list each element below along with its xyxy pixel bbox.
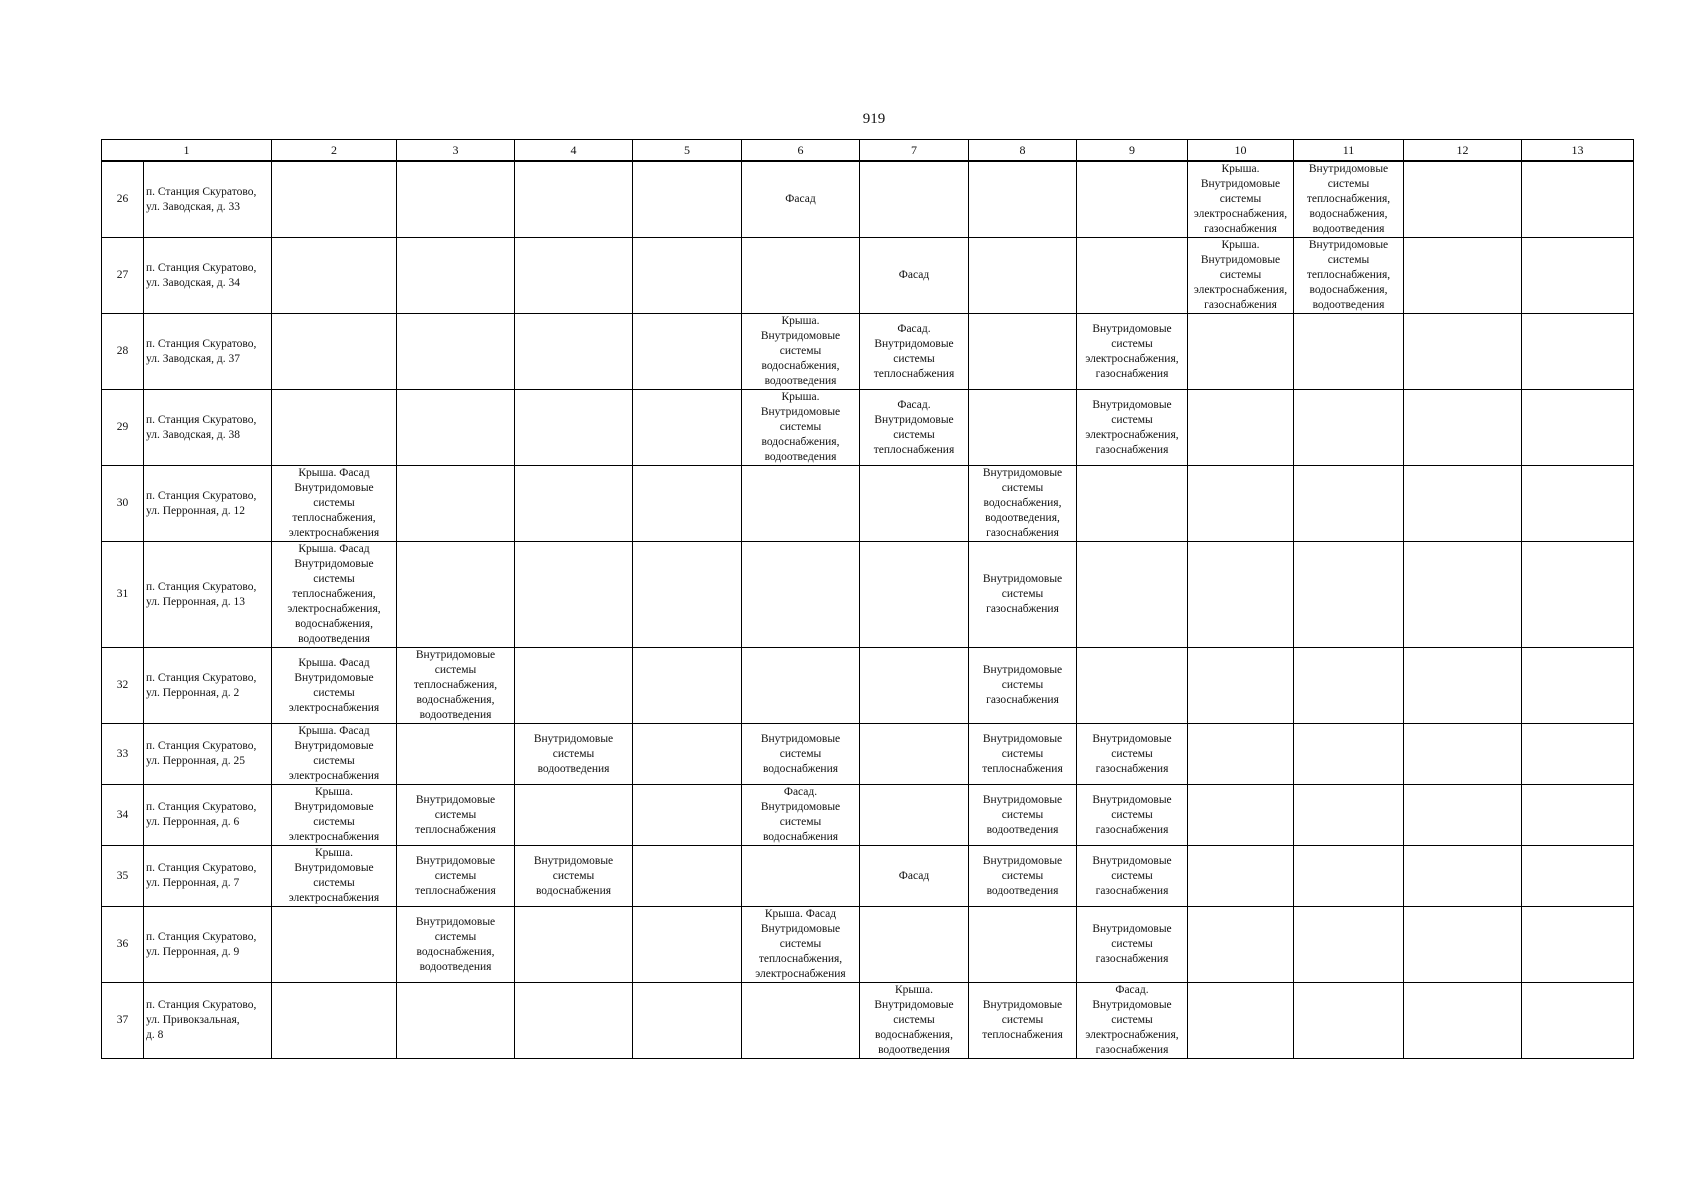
- work-cell-col-6: [742, 238, 860, 314]
- work-text: Внутридомовые системы водоснабжения: [533, 854, 614, 897]
- table-row: [102, 846, 1634, 907]
- work-cell-col-4: [515, 846, 633, 907]
- row-number: 31: [102, 542, 144, 648]
- column-header-11: 11: [1294, 140, 1404, 162]
- work-cell-col-13: [1522, 846, 1634, 907]
- work-cell-col-12: [1404, 983, 1522, 1059]
- work-cell-col-7: [860, 846, 969, 907]
- work-cell-col-13: [1522, 648, 1634, 724]
- work-cell-col-12: [1404, 161, 1522, 238]
- work-cell-col-7: [860, 466, 969, 542]
- address-cell: [144, 466, 272, 542]
- work-cell-col-11: [1294, 648, 1404, 724]
- work-cell-col-2: [272, 785, 397, 846]
- work-text: Внутридомовые системы газоснабжения: [1092, 923, 1172, 965]
- work-cell-col-6: [742, 983, 860, 1059]
- column-header-9: 9: [1077, 140, 1188, 162]
- work-cell-col-12: [1404, 907, 1522, 983]
- work-cell-col-10: [1188, 648, 1294, 724]
- work-cell-col-10: [1188, 846, 1294, 907]
- work-cell-col-7: [860, 983, 969, 1059]
- table-row: [102, 907, 1634, 983]
- work-text: Крыша. Внутридомовые системы электроснабжения, газоснабжения: [1193, 239, 1288, 311]
- work-cell-col-2: [272, 390, 397, 466]
- row-number: 32: [102, 648, 144, 724]
- column-header-2: 2: [272, 140, 397, 162]
- work-cell-col-11: [1294, 724, 1404, 785]
- work-cell-col-7: [860, 314, 969, 390]
- work-cell-col-6: [742, 390, 860, 466]
- work-cell-col-8: [969, 161, 1077, 238]
- work-cell-col-3: [397, 314, 515, 390]
- address-cell: [144, 314, 272, 390]
- work-cell-col-10: [1188, 466, 1294, 542]
- work-cell-col-7: [860, 238, 969, 314]
- page-number: 919: [862, 111, 886, 127]
- work-cell-col-4: [515, 466, 633, 542]
- work-cell-col-8: [969, 314, 1077, 390]
- work-cell-col-2: [272, 983, 397, 1059]
- work-cell-col-5: [633, 907, 742, 983]
- work-cell-col-12: [1404, 785, 1522, 846]
- work-cell-col-6: [742, 314, 860, 390]
- work-cell-col-3: [397, 648, 515, 724]
- work-cell-col-2: [272, 846, 397, 907]
- work-text: Крыша. Внутридомовые системы водоснабжения, водоотведения: [760, 391, 841, 463]
- work-text: Внутридомовые системы теплоснабжения: [415, 793, 496, 836]
- column-header-4: 4: [515, 140, 633, 162]
- column-header-13: 13: [1522, 140, 1634, 162]
- work-cell-col-9: [1077, 314, 1188, 390]
- work-cell-col-8: [969, 983, 1077, 1059]
- work-text: Фасад. Внутридомовые системы электроснабжения, газоснабжения: [1085, 984, 1179, 1056]
- work-cell-col-6: [742, 907, 860, 983]
- work-cell-col-5: [633, 542, 742, 648]
- work-text: Внутридомовые системы теплоснабжения: [415, 854, 496, 897]
- work-cell-col-6: [742, 846, 860, 907]
- work-cell-col-11: [1294, 983, 1404, 1059]
- row-number: 27: [102, 238, 144, 314]
- row-number: 37: [102, 983, 144, 1059]
- work-cell-col-9: [1077, 907, 1188, 983]
- work-text: Внутридомовые системы теплоснабжения: [982, 999, 1063, 1041]
- work-cell-col-4: [515, 648, 633, 724]
- work-text: Крыша. Внутридомовые системы водоснабжения, водоотведения: [874, 984, 954, 1056]
- work-text: Внутридомовые системы газоснабжения: [982, 573, 1063, 615]
- work-cell-col-13: [1522, 466, 1634, 542]
- work-text: Крыша. Фасад Внутридомовые системы теплоснабжения, электроснабжения, водоснабжения, водоотведения: [287, 543, 381, 645]
- address-cell: [144, 785, 272, 846]
- address-text: п. Станция Скуратово, ул. Перронная, д. 25: [146, 740, 257, 767]
- work-cell-col-4: [515, 907, 633, 983]
- work-cell-col-10: [1188, 314, 1294, 390]
- work-cell-col-12: [1404, 846, 1522, 907]
- address-cell: [144, 542, 272, 648]
- work-cell-col-4: [515, 314, 633, 390]
- table-row: [102, 785, 1634, 846]
- work-cell-col-13: [1522, 542, 1634, 648]
- table-row: [102, 314, 1634, 390]
- address-text: п. Станция Скуратово, ул. Привокзальная, д. 8: [146, 999, 257, 1041]
- column-header-8: 8: [969, 140, 1077, 162]
- work-text: Фасад. Внутридомовые системы теплоснабжения: [873, 398, 955, 456]
- row-number: 36: [102, 907, 144, 983]
- work-cell-col-12: [1404, 724, 1522, 785]
- work-cell-col-8: [969, 542, 1077, 648]
- work-cell-col-8: [969, 846, 1077, 907]
- work-cell-col-5: [633, 466, 742, 542]
- work-cell-col-11: [1294, 907, 1404, 983]
- work-cell-col-8: [969, 724, 1077, 785]
- work-cell-col-10: [1188, 724, 1294, 785]
- work-text: Внутридомовые системы водоотведения: [533, 732, 614, 775]
- work-cell-col-6: [742, 161, 860, 238]
- work-text: Внутридомовые системы водоснабжения: [760, 732, 841, 775]
- work-cell-col-5: [633, 648, 742, 724]
- work-cell-col-11: [1294, 314, 1404, 390]
- work-cell-col-5: [633, 161, 742, 238]
- work-text: Крыша. Фасад Внутридомовые системы теплоснабжения, электроснабжения: [755, 908, 846, 980]
- work-text: Фасад. Внутридомовые системы теплоснабжения: [873, 322, 955, 380]
- repair-schedule-table: [101, 139, 1634, 1059]
- work-cell-col-7: [860, 785, 969, 846]
- work-cell-col-8: [969, 648, 1077, 724]
- work-cell-col-5: [633, 724, 742, 785]
- work-cell-col-2: [272, 907, 397, 983]
- column-header-5: 5: [633, 140, 742, 162]
- work-cell-col-4: [515, 785, 633, 846]
- address-cell: [144, 238, 272, 314]
- work-cell-col-12: [1404, 390, 1522, 466]
- row-number: 34: [102, 785, 144, 846]
- work-cell-col-3: [397, 161, 515, 238]
- work-cell-col-5: [633, 390, 742, 466]
- work-cell-col-10: [1188, 238, 1294, 314]
- work-cell-col-5: [633, 785, 742, 846]
- work-text: Крыша. Фасад Внутридомовые системы электроснабжения: [288, 725, 380, 782]
- address-text: п. Станция Скуратово, ул. Заводская, д. 37: [146, 337, 257, 365]
- address-text: п. Станция Скуратово, ул. Перронная, д. 12: [146, 489, 257, 517]
- work-cell-col-13: [1522, 907, 1634, 983]
- work-cell-col-6: [742, 648, 860, 724]
- work-cell-col-2: [272, 238, 397, 314]
- work-cell-col-8: [969, 907, 1077, 983]
- work-text: Внутридомовые системы газоснабжения: [982, 664, 1063, 706]
- work-cell-col-4: [515, 542, 633, 648]
- work-text: Внутридомовые системы теплоснабжения: [982, 732, 1063, 775]
- work-cell-col-6: [742, 466, 860, 542]
- work-cell-col-3: [397, 907, 515, 983]
- work-text: Внутридомовые системы газоснабжения: [1092, 732, 1172, 775]
- work-cell-col-10: [1188, 907, 1294, 983]
- work-text: Крыша. Фасад Внутридомовые системы теплоснабжения, электроснабжения: [288, 467, 380, 539]
- table-row: [102, 161, 1634, 238]
- work-cell-col-3: [397, 846, 515, 907]
- work-cell-col-9: [1077, 466, 1188, 542]
- address-text: п. Станция Скуратово, ул. Перронная, д. 7: [146, 862, 257, 889]
- row-number: 29: [102, 390, 144, 466]
- address-cell: [144, 161, 272, 238]
- work-cell-col-3: [397, 785, 515, 846]
- work-cell-col-11: [1294, 238, 1404, 314]
- work-cell-col-5: [633, 846, 742, 907]
- work-cell-col-5: [633, 314, 742, 390]
- work-cell-col-7: [860, 542, 969, 648]
- work-text: Внутридомовые системы теплоснабжения, водоснабжения, водоотведения: [1306, 163, 1391, 235]
- work-text: Крыша. Внутридомовые системы электроснабжения: [288, 786, 380, 843]
- work-cell-col-7: [860, 724, 969, 785]
- work-cell-col-3: [397, 390, 515, 466]
- work-cell-col-2: [272, 314, 397, 390]
- address-cell: [144, 907, 272, 983]
- work-cell-col-9: [1077, 724, 1188, 785]
- work-cell-col-2: [272, 466, 397, 542]
- row-number: 30: [102, 466, 144, 542]
- column-header-10: 10: [1188, 140, 1294, 162]
- column-header-7: 7: [860, 140, 969, 162]
- header-row: [102, 140, 1634, 162]
- work-cell-col-11: [1294, 785, 1404, 846]
- table-row: [102, 542, 1634, 648]
- work-cell-col-9: [1077, 648, 1188, 724]
- address-cell: [144, 648, 272, 724]
- table-row: [102, 983, 1634, 1059]
- work-cell-col-13: [1522, 724, 1634, 785]
- work-text: Внутридомовые системы водоотведения: [982, 793, 1063, 836]
- work-cell-col-2: [272, 724, 397, 785]
- row-number: 28: [102, 314, 144, 390]
- work-cell-col-8: [969, 466, 1077, 542]
- work-cell-col-10: [1188, 542, 1294, 648]
- work-cell-col-13: [1522, 390, 1634, 466]
- address-cell: [144, 983, 272, 1059]
- work-cell-col-11: [1294, 390, 1404, 466]
- column-header-1: 1: [102, 140, 272, 162]
- work-cell-col-9: [1077, 846, 1188, 907]
- table-row: [102, 724, 1634, 785]
- work-cell-col-3: [397, 983, 515, 1059]
- work-cell-col-4: [515, 724, 633, 785]
- work-cell-col-2: [272, 542, 397, 648]
- address-text: п. Станция Скуратово, ул. Перронная, д. 13: [146, 580, 257, 608]
- work-cell-col-9: [1077, 161, 1188, 238]
- work-cell-col-11: [1294, 161, 1404, 238]
- address-text: п. Станция Скуратово, ул. Заводская, д. 38: [146, 413, 257, 441]
- address-text: п. Станция Скуратово, ул. Перронная, д. 6: [146, 801, 257, 828]
- work-text: Внутридомовые системы газоснабжения: [1092, 854, 1172, 897]
- work-cell-col-4: [515, 390, 633, 466]
- work-cell-col-9: [1077, 390, 1188, 466]
- work-cell-col-7: [860, 390, 969, 466]
- work-cell-col-12: [1404, 314, 1522, 390]
- work-cell-col-6: [742, 724, 860, 785]
- work-cell-col-10: [1188, 983, 1294, 1059]
- address-cell: [144, 724, 272, 785]
- address-text: п. Станция Скуратово, ул. Перронная, д. 9: [146, 930, 257, 958]
- work-cell-col-11: [1294, 846, 1404, 907]
- work-text: Крыша. Внутридомовые системы водоснабжения, водоотведения: [760, 315, 841, 387]
- work-text: Внутридомовые системы электроснабжения, газоснабжения: [1085, 322, 1179, 380]
- work-text: Внутридомовые системы газоснабжения: [1092, 793, 1172, 836]
- work-text: Внутридомовые системы водоотведения: [982, 854, 1063, 897]
- work-cell-col-4: [515, 983, 633, 1059]
- work-cell-col-11: [1294, 466, 1404, 542]
- work-cell-col-12: [1404, 238, 1522, 314]
- work-cell-col-6: [742, 542, 860, 648]
- work-cell-col-4: [515, 238, 633, 314]
- work-text: Крыша. Внутридомовые системы электроснабжения: [288, 847, 380, 904]
- work-cell-col-2: [272, 161, 397, 238]
- column-header-3: 3: [397, 140, 515, 162]
- work-cell-col-3: [397, 542, 515, 648]
- work-text: Крыша. Фасад Внутридомовые системы электроснабжения: [288, 656, 380, 714]
- row-number: 35: [102, 846, 144, 907]
- work-cell-col-13: [1522, 314, 1634, 390]
- work-cell-col-4: [515, 161, 633, 238]
- row-number: 26: [102, 161, 144, 238]
- column-header-6: 6: [742, 140, 860, 162]
- work-cell-col-13: [1522, 785, 1634, 846]
- address-cell: [144, 390, 272, 466]
- work-text: Внутридомовые системы теплоснабжения, водоснабжения, водоотведения: [413, 649, 498, 721]
- work-text: Внутридомовые системы водоснабжения, водоотведения: [415, 915, 496, 973]
- work-cell-col-12: [1404, 466, 1522, 542]
- work-cell-col-12: [1404, 648, 1522, 724]
- table-row: [102, 648, 1634, 724]
- work-cell-col-12: [1404, 542, 1522, 648]
- work-cell-col-8: [969, 785, 1077, 846]
- work-cell-col-9: [1077, 785, 1188, 846]
- work-cell-col-9: [1077, 238, 1188, 314]
- work-cell-col-9: [1077, 983, 1188, 1059]
- work-cell-col-7: [860, 907, 969, 983]
- column-header-12: 12: [1404, 140, 1522, 162]
- row-number: 33: [102, 724, 144, 785]
- address-cell: [144, 846, 272, 907]
- work-cell-col-5: [633, 983, 742, 1059]
- work-cell-col-13: [1522, 161, 1634, 238]
- work-cell-col-6: [742, 785, 860, 846]
- work-cell-col-7: [860, 648, 969, 724]
- work-text: Внутридомовые системы теплоснабжения, водоснабжения, водоотведения: [1306, 239, 1391, 311]
- work-text: Фасад. Внутридомовые системы водоснабжения: [760, 786, 841, 843]
- work-cell-col-9: [1077, 542, 1188, 648]
- work-cell-col-8: [969, 238, 1077, 314]
- work-text: Фасад: [785, 193, 816, 205]
- table-row: [102, 390, 1634, 466]
- work-text: Фасад: [898, 869, 930, 882]
- work-cell-col-3: [397, 238, 515, 314]
- work-cell-col-8: [969, 390, 1077, 466]
- work-cell-col-13: [1522, 238, 1634, 314]
- work-text: Внутридомовые системы электроснабжения, газоснабжения: [1085, 398, 1179, 456]
- work-cell-col-10: [1188, 161, 1294, 238]
- work-text: Фасад: [898, 269, 930, 281]
- work-cell-col-7: [860, 161, 969, 238]
- work-cell-col-13: [1522, 983, 1634, 1059]
- work-cell-col-3: [397, 724, 515, 785]
- work-cell-col-3: [397, 466, 515, 542]
- work-cell-col-10: [1188, 785, 1294, 846]
- table-row: [102, 238, 1634, 314]
- address-text: п. Станция Скуратово, ул. Перронная, д. 2: [146, 671, 257, 699]
- work-text: Крыша. Внутридомовые системы электроснабжения, газоснабжения: [1193, 163, 1288, 235]
- address-text: п. Станция Скуратово, ул. Заводская, д. 33: [146, 185, 257, 213]
- work-cell-col-10: [1188, 390, 1294, 466]
- work-cell-col-5: [633, 238, 742, 314]
- work-text: Внутридомовые системы водоснабжения, водоотведения, газоснабжения: [982, 467, 1063, 539]
- address-text: п. Станция Скуратово, ул. Заводская, д. 34: [146, 261, 257, 289]
- work-cell-col-2: [272, 648, 397, 724]
- table-row: [102, 466, 1634, 542]
- work-cell-col-11: [1294, 542, 1404, 648]
